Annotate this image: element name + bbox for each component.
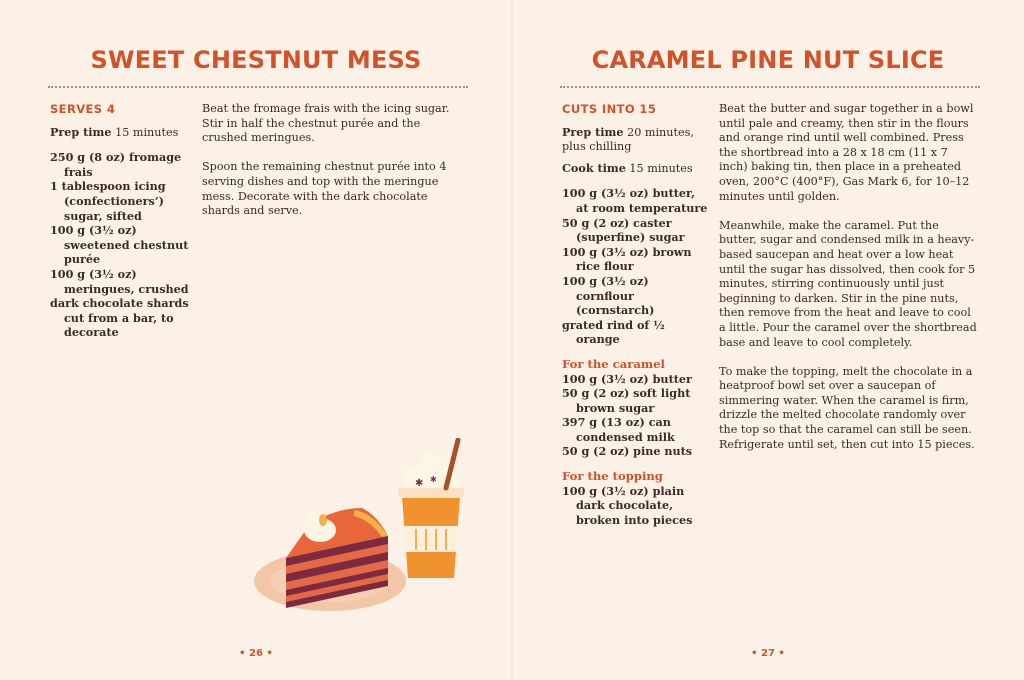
ingredient-item: 50 g (2 oz) pine nuts [562, 444, 693, 459]
prep-time-label: Prep time [562, 124, 624, 139]
method-paragraph: Beat the fromage frais with the icing sugar. Stir in half the chestnut purée and the crushed meringues. [202, 102, 450, 145]
prep-time [562, 125, 710, 155]
ingredient-item: grated rind of ½ orange [562, 317, 665, 347]
svg-text:✱: ✱ [415, 478, 424, 489]
ingredient-item: 1 tablespoon icing (confectioners’) sugar, sifted [50, 179, 166, 223]
cook-time-value: 15 minutes [629, 161, 693, 175]
right-page [512, 0, 1024, 680]
ingredient-item: 100 g (3½ oz) meringues, crushed [50, 266, 189, 296]
page-number: • 27 • [751, 648, 785, 659]
method-paragraph: Meanwhile, make the caramel. Put the butter, sugar and condensed milk in a heavy-based saucepan and heat over a low heat until the sugar has dissolved, then cook for 5 minutes, stirring continuously until just beginning to darken. Stir in the pine nuts, then remove from the heat and leave to cool a little. Pour the caramel over the shortbread base and leave to cool completely. [719, 218, 977, 349]
method-paragraph: Spoon the remaining chestnut purée into 4 serving dishes and top with the meringue mess. Decorate with the dark chocolate shards and serve. [202, 160, 447, 218]
method-column [719, 102, 979, 467]
recipe-title: CARAMEL PINE NUT SLICE [591, 46, 945, 74]
title-divider [560, 86, 980, 88]
cook-time [562, 161, 710, 177]
ingredient-item: 100 g (3½ oz) butter, at room temperature [562, 186, 708, 215]
recipe-title: SWEET CHESTNUT MESS [90, 46, 422, 74]
ingredient-item: 100 g (3½ oz) plain dark chocolate, broken into pieces [562, 483, 693, 527]
dessert-illustration [250, 438, 480, 618]
prep-time-value: 15 minutes [115, 125, 179, 139]
ingredient-item: 100 g (3½ oz) butter [562, 371, 692, 386]
ingredient-item: dark chocolate shards cut from a bar, to decorate [50, 296, 189, 340]
title-divider [48, 86, 468, 88]
ingredient-item: 250 g (8 oz) fromage frais [50, 150, 182, 179]
ingredient-item: 100 g (3½ oz) brown rice flour [562, 244, 692, 274]
cook-time-label: Cook time [562, 160, 626, 175]
ingredients-column [50, 102, 190, 340]
prep-time [50, 125, 190, 141]
topping-heading: For the topping [562, 469, 663, 484]
prep-time-label: Prep time [50, 124, 112, 139]
topping-ingredient-list [562, 484, 710, 528]
prep-time-value: 20 minutes, plus chilling [562, 125, 694, 154]
caramel-heading: For the caramel [562, 356, 665, 371]
ingredient-list [562, 186, 710, 347]
ingredients-column [562, 102, 710, 527]
ingredient-item: 50 g (2 oz) caster (superfine) sugar [562, 215, 685, 245]
ingredient-item: 397 g (13 oz) can condensed milk [562, 415, 675, 444]
method-column [202, 102, 464, 233]
ingredient-item: 100 g (3½ oz) sweetened chestnut purée [50, 223, 189, 267]
method-paragraph: Beat the butter and sugar together in a bowl until pale and creamy, then stir in the flours and orange rind until well combined. Press the shortbread into a 28 x 18 cm (11 x 7 inch) baking tin, then place in a preheated oven, 200°C (400°F), Gas Mark 6, for 10–12 minutes until golden. [719, 102, 974, 203]
method-paragraph: To make the topping, melt the chocolate in a heatproof bowl set over a saucepan of simmering water. When the caramel is firm, drizzle the melted chocolate randomly over the top so that the caramel can still be seen. Refrigerate until set, then cut into 15 pieces. [719, 364, 975, 451]
ingredient-item: 100 g (3½ oz) cornflour (cornstarch) [562, 273, 655, 318]
page-number: • 26 • [239, 648, 273, 659]
serves-label: SERVES 4 [50, 102, 116, 116]
svg-text:✱: ✱ [430, 475, 437, 484]
serves-label: CUTS INTO 15 [562, 102, 657, 116]
caramel-ingredient-list [562, 372, 710, 460]
ingredient-list [50, 150, 190, 340]
latte-cup-illustration [398, 440, 464, 578]
ingredient-item: 50 g (2 oz) soft light brown sugar [562, 386, 691, 415]
